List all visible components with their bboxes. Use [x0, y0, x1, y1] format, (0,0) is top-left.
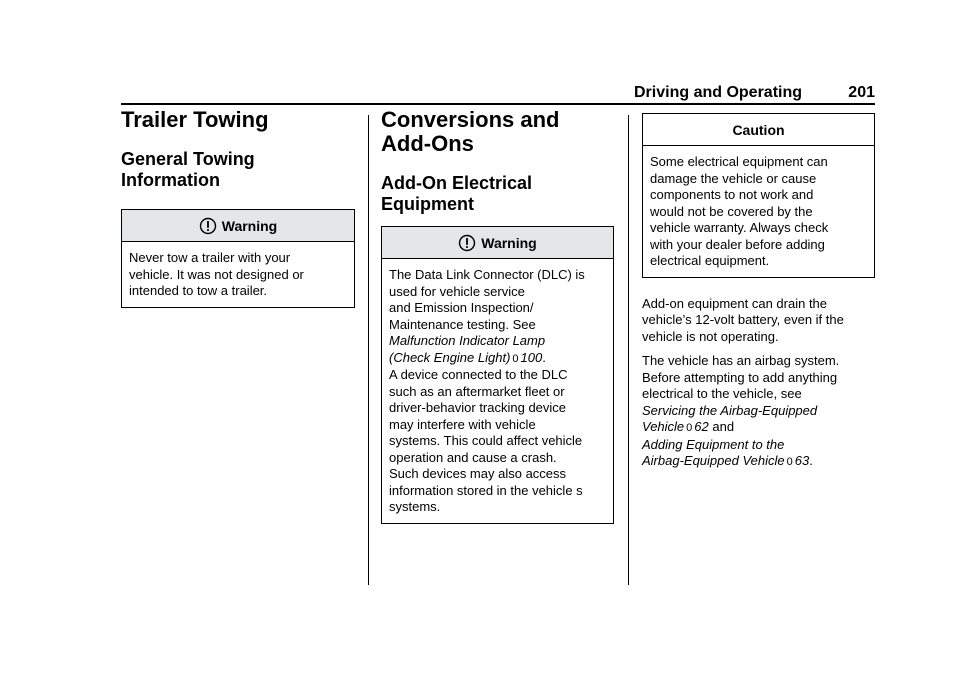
warning-label: Warning: [221, 217, 278, 234]
cross-reference[interactable]: Servicing the Airbag-Equipped: [642, 402, 818, 418]
page-ref-number[interactable]: 63: [794, 453, 810, 468]
caution-body: [643, 146, 874, 277]
cross-reference[interactable]: Airbag-Equipped Vehicle: [642, 453, 785, 468]
warning-icon: [199, 217, 217, 235]
cross-reference[interactable]: (Check Engine Light): [389, 349, 511, 365]
page-ref-number[interactable]: 100: [520, 349, 543, 365]
column-2: [381, 108, 614, 524]
warning-body: [382, 259, 613, 523]
text-line: and Emission Inspection/: [389, 300, 534, 315]
page-ref-arrow-icon: 0: [686, 422, 693, 434]
caution-header: [643, 114, 874, 146]
paragraph-airbag: The vehicle has an airbag system. Before attempting to add anything electrical to the vehicle, see Servicing the Airbag-Equipped Vehicle 0 62 and Adding Equipment to the Airbag-Equipped Vehicle 0 63.: [642, 353, 840, 468]
text-line: vehicle warranty. Always check: [650, 220, 829, 235]
column-3: [642, 108, 875, 471]
cross-reference[interactable]: Vehicle: [642, 419, 685, 434]
warning-box-dlc: [381, 226, 614, 524]
warning-header: [122, 210, 354, 242]
page-ref-arrow-icon: 0: [786, 456, 793, 468]
text-line: such as an aftermarket fleet or: [389, 383, 565, 399]
text-line: vehicle. It was not designed or: [129, 266, 304, 282]
text-line: Such devices may also access: [389, 466, 567, 481]
punctuation: .: [542, 349, 546, 365]
text-line: Some electrical equipment can: [650, 154, 828, 169]
warning-header: [382, 227, 613, 259]
text-line: driver-behavior tracking device: [389, 400, 567, 415]
text-line: Maintenance testing. See: [389, 316, 536, 332]
header-rule: [121, 103, 875, 105]
column-1: [121, 108, 355, 308]
warning-box-towing: [121, 209, 355, 308]
section-title: Driving and Operating: [634, 84, 803, 101]
text-and: and: [712, 419, 735, 434]
text-line: would not be covered by the: [650, 203, 813, 219]
text-line: intended to tow a trailer.: [129, 283, 268, 298]
cross-reference[interactable]: Adding Equipment to the: [642, 436, 785, 452]
warning-body: [122, 242, 354, 307]
text-line: systems.: [389, 499, 441, 514]
running-header: [634, 84, 875, 104]
warning-label: Warning: [481, 234, 537, 251]
cross-reference-line: [389, 350, 606, 368]
page-ref-arrow-icon: 0: [512, 352, 519, 365]
text-line: A device connected to the DLC: [389, 367, 568, 382]
text-line: with your dealer before adding: [650, 236, 825, 252]
caution-box: [642, 113, 875, 278]
heading-conversions: Conversions and Add-Ons: [381, 107, 560, 156]
text-line: damage the vehicle or cause: [650, 170, 817, 186]
text-line: used for vehicle service: [389, 283, 525, 299]
text-line: components to not work and: [650, 187, 814, 202]
text-line: electrical equipment.: [650, 253, 770, 268]
subheading-add-on-electrical: Add-On Electrical Equipment: [381, 173, 533, 214]
warning-icon: [458, 234, 476, 252]
paragraph-battery-drain: Add-on equipment can drain the vehicle’s 12-volt battery, even if the vehicle is not operating.: [642, 295, 844, 344]
text-line: information stored in the vehicle s: [389, 482, 583, 498]
caution-label: Caution: [732, 121, 785, 138]
cross-reference[interactable]: Malfunction Indicator Lamp: [389, 333, 546, 348]
punctuation: .: [809, 453, 813, 468]
column-divider-2: [628, 115, 629, 585]
page-ref-number[interactable]: 62: [694, 419, 709, 434]
text-line: systems. This could affect vehicle: [389, 433, 583, 448]
text-line: operation and cause a crash.: [389, 449, 557, 465]
text-line: The Data Link Connector (DLC) is: [389, 267, 585, 282]
page-number: 201: [848, 84, 875, 101]
heading-trailer-towing: Trailer Towing: [121, 107, 269, 132]
subheading-general-towing: General Towing Information: [121, 149, 255, 190]
text-line: Never tow a trailer with your: [129, 250, 291, 265]
column-divider-1: [368, 115, 369, 585]
text-line: may interfere with vehicle: [389, 416, 536, 432]
